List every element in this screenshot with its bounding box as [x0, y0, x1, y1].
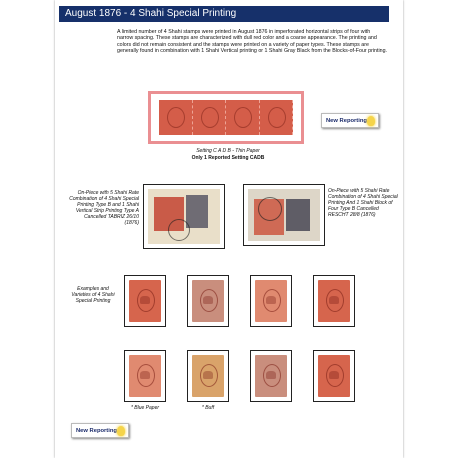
- example-stamp-2: [187, 275, 229, 327]
- blue-paper-label: * Blue Paper: [130, 405, 160, 411]
- lightbulb-icon: [117, 426, 125, 436]
- cover-left-caption: On-Piece with 5 Shahi Rate Combination of 4 Shahi Special Printing Type B and 1 Shahi Vertical Strip Printing Type A Cancelled TABRIZ 26/10 (1876): [69, 190, 139, 226]
- strip-stamp-1: [159, 100, 193, 135]
- example-stamp-5: [124, 350, 166, 402]
- strip-stamp-4: [260, 100, 294, 135]
- buff-label: * Buff: [201, 405, 215, 411]
- cover-right-piece: [243, 184, 325, 246]
- badge-label: New Reporting: [326, 118, 367, 124]
- example-stamp-1: [124, 275, 166, 327]
- strip-of-four-frame: [148, 91, 304, 144]
- example-stamp-8: [313, 350, 355, 402]
- album-page: [55, 0, 403, 458]
- example-stamp-7: [250, 350, 292, 402]
- cover-right-cancel: [258, 197, 282, 221]
- new-reporting-badge-top: [321, 113, 379, 128]
- cover-right-caption: On-Piece with 5 Shahi Rate Combination of 4 Shahi Special Printing And 1 Shahi Block of Four Type B Cancelled RESCHT 28/8 (1876): [328, 188, 398, 218]
- strip-stamp-3: [226, 100, 260, 135]
- intro-paragraph: A limited number of 4 Shahi stamps were printed in August 1876 in imperforated horizontal strips of four with narrow spacing. These stamps are characterized with dull red color and a coarse appearance. The printing and colors did not remain consistent and the stamps were printed on a variety of paper types. These stamps are generally found in combination with 1 Shahi Vertical printing or 1 Shahi Gray Black from the Blocks-of-Four printing.: [117, 29, 387, 54]
- page-title: August 1876 - 4 Shahi Special Printing: [59, 6, 389, 22]
- strip-of-four-stamps: [159, 100, 293, 135]
- strip-caption-2: Only 1 Reported Setting CADB: [191, 155, 265, 161]
- example-stamp-6: [187, 350, 229, 402]
- strip-caption-1: Setting C A D B - Thin Paper: [196, 148, 260, 154]
- lightbulb-icon: [367, 116, 375, 126]
- strip-stamp-2: [193, 100, 227, 135]
- cover-left-cancel: [168, 219, 190, 241]
- badge-label: New Reporting: [76, 428, 117, 434]
- examples-caption: Examples and Varieties of 4 Shahi Special Printing: [71, 286, 115, 304]
- example-stamp-4: [313, 275, 355, 327]
- example-stamp-3: [250, 275, 292, 327]
- new-reporting-badge-bottom: [71, 423, 129, 438]
- cover-left-piece: [143, 184, 225, 249]
- cover-left-gray-stamp: [186, 195, 208, 228]
- cover-right-gray-stamp: [286, 199, 310, 231]
